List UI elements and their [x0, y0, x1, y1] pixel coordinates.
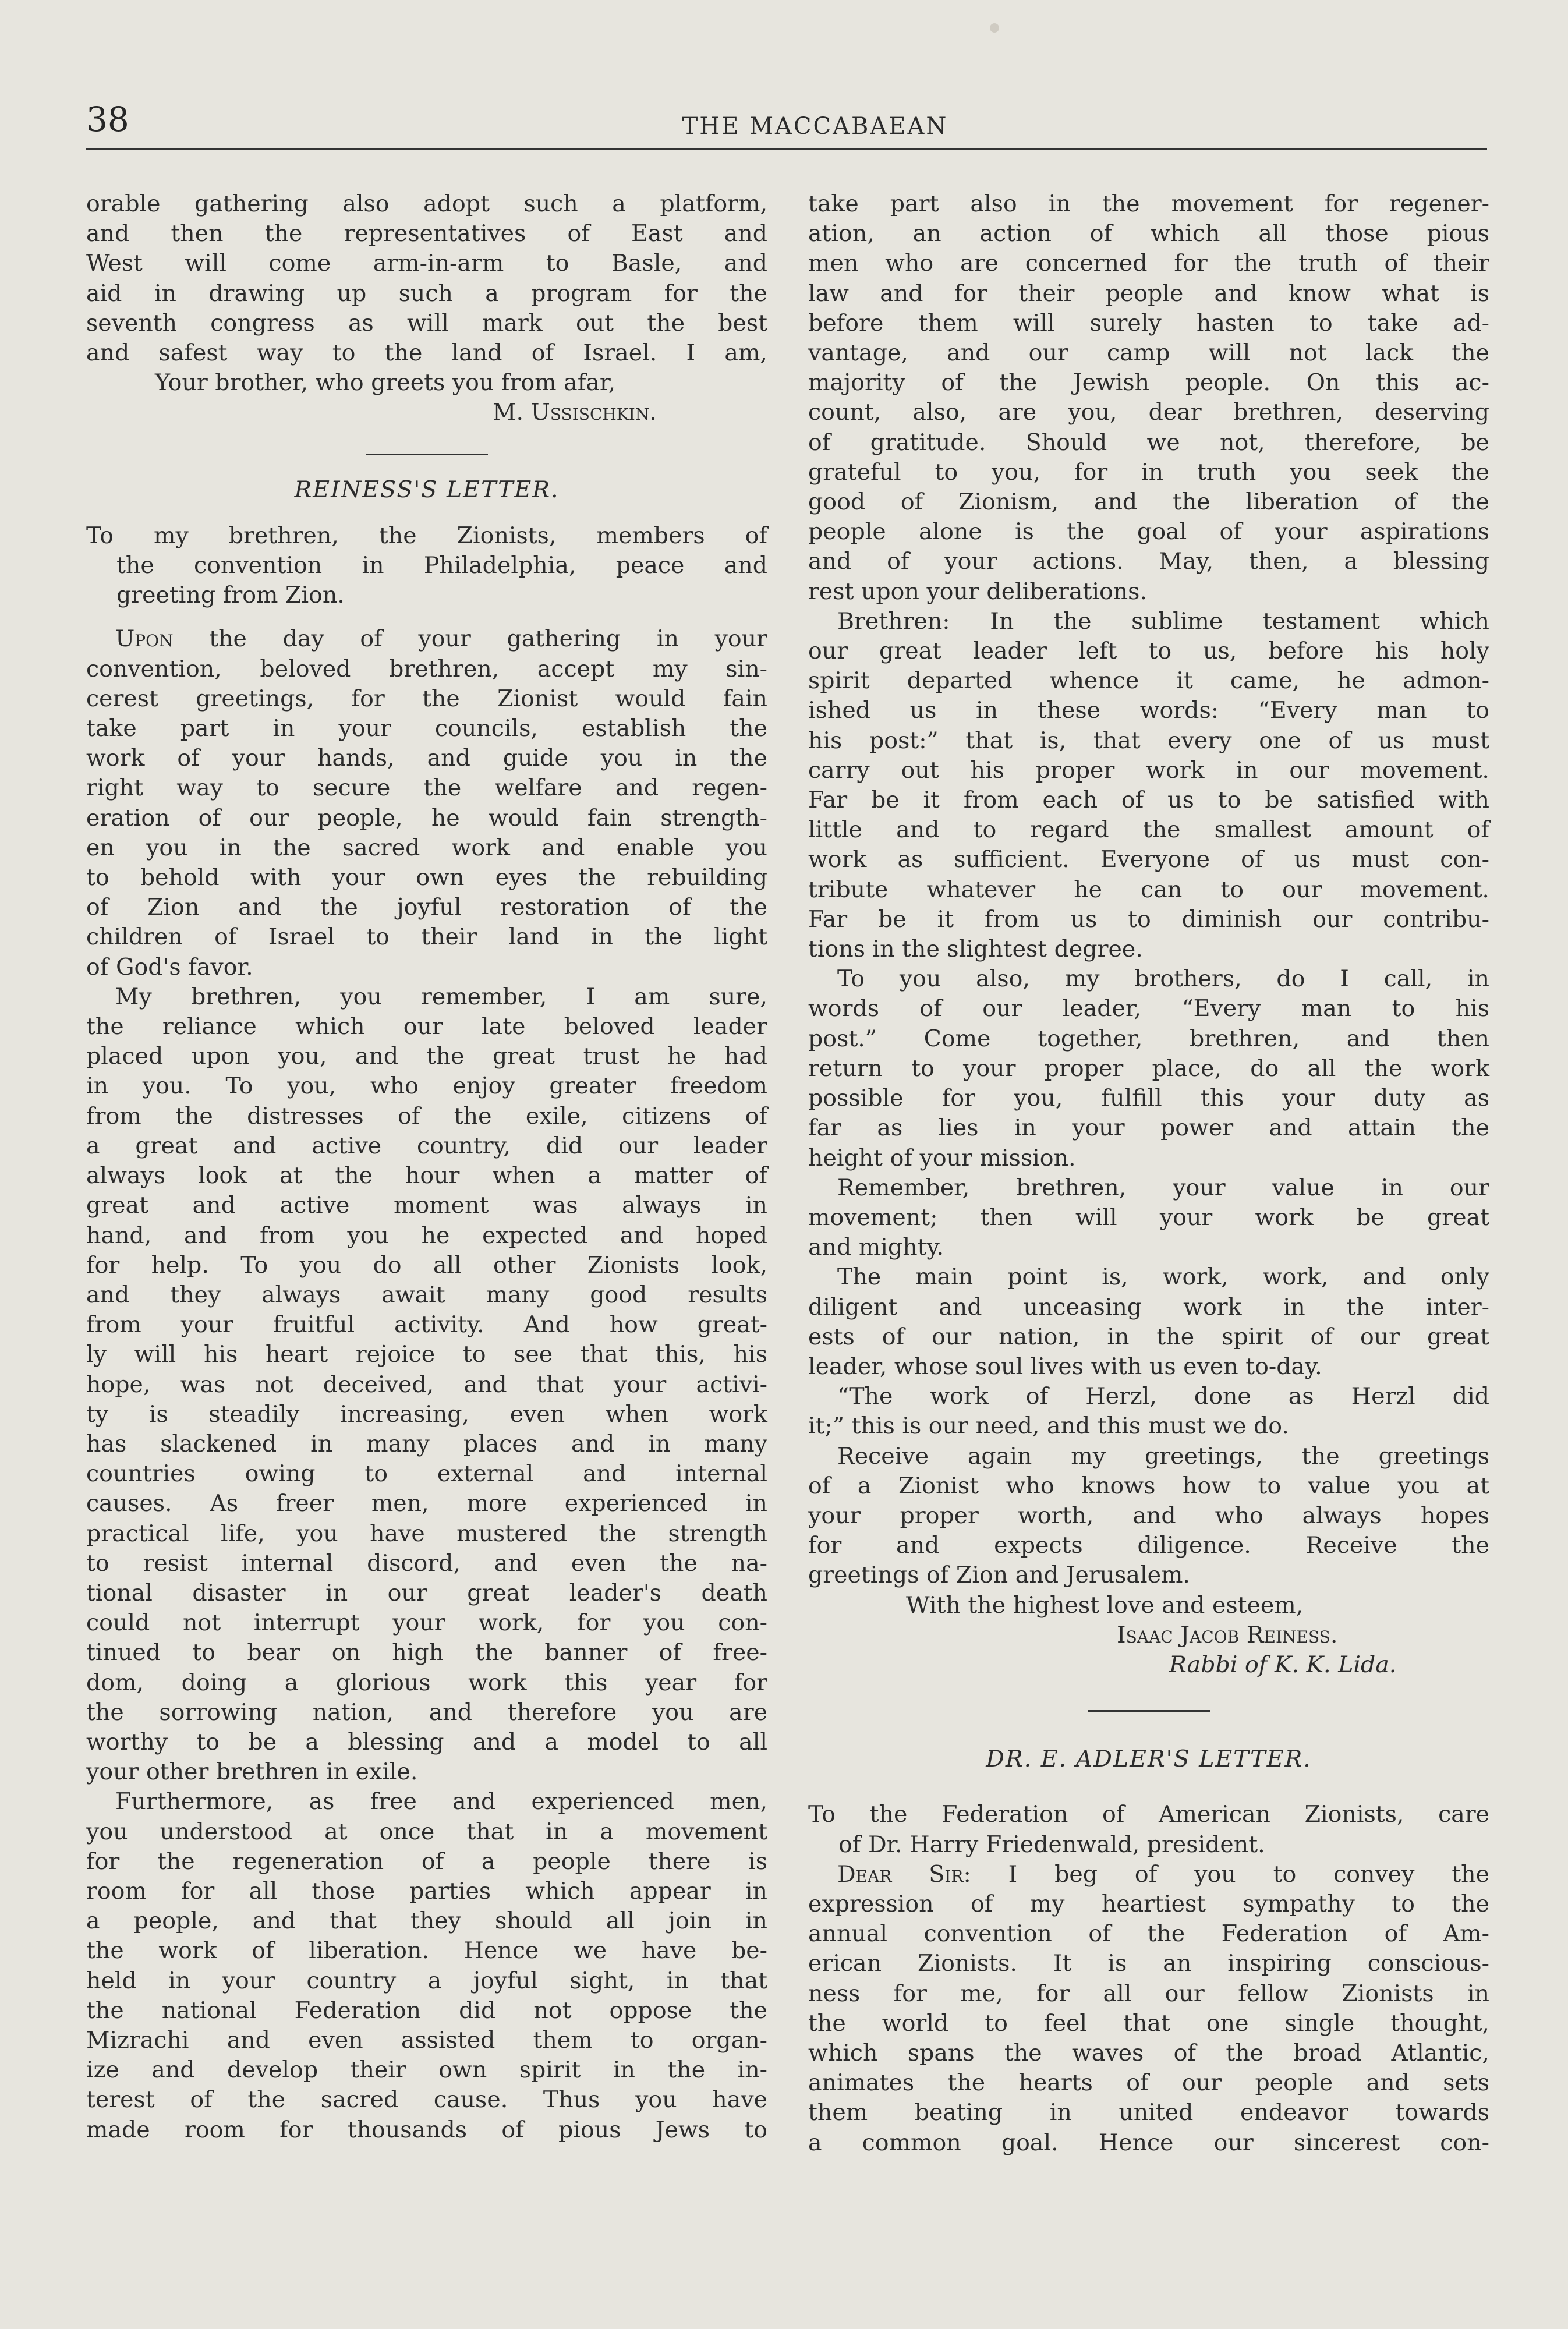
text-line: placed upon you, and the great trust he had — [86, 1043, 767, 1070]
text-line: post.” Come together, brethren, and then — [808, 1025, 1489, 1052]
text-line: men who are concerned for the truth of their — [808, 250, 1489, 277]
text-line: far as lies in your power and attain the — [808, 1114, 1489, 1142]
text-line: children of Israel to their land in the light — [86, 923, 767, 951]
reiness-paragraph-receive — [808, 1442, 1489, 1591]
text-line: Receive again my greetings, the greetings — [837, 1442, 1489, 1470]
text-line: take part in your councils, establish the — [86, 715, 767, 742]
text-line: practical life, you have mustered the strength — [86, 1520, 767, 1547]
reiness-paragraph-cont — [808, 189, 1489, 607]
text-line: Mizrachi and even assisted them to organ- — [86, 2026, 767, 2054]
right-column — [808, 189, 1489, 2158]
text-line: from the distresses of the exile, citizens of — [86, 1102, 767, 1130]
text-line: cerest greetings, for the Zionist would fain — [86, 685, 767, 712]
text-line: movement; then will your work be great — [808, 1204, 1489, 1231]
text-line: hand, and from you he expected and hoped — [86, 1222, 767, 1249]
text-line: Remember, brethren, your value in our — [837, 1174, 1489, 1201]
text-line: in you. To you, who enjoy greater freedom — [86, 1073, 767, 1100]
ussischkin-letter-ending — [86, 189, 767, 428]
text-line: hope, was not deceived, and that your activi- — [86, 1371, 767, 1398]
text-line: our great leader left to us, before his holy — [808, 638, 1489, 665]
text-line: greetings of Zion and Jerusalem. — [808, 1562, 1190, 1589]
reiness-letter-heading: REINESS'S LETTER. — [294, 476, 560, 503]
text-line: room for all those parties which appear in — [86, 1877, 767, 1905]
text-line: majority of the Jewish people. On this ac- — [808, 369, 1489, 397]
text-line: ests of our nation, in the spirit of our great — [808, 1323, 1489, 1350]
reiness-paragraph-brethren — [808, 607, 1489, 964]
text-line: countries owing to external and internal — [86, 1460, 767, 1488]
text-line: the national Federation did not oppose the — [86, 1997, 767, 2024]
text-line: seventh congress as will mark out the best — [86, 309, 767, 337]
text-line: leader, whose soul lives with us even to-day. — [808, 1353, 1322, 1380]
text-line: a great and active country, did our leader — [86, 1132, 767, 1159]
reiness-paragraph-1 — [86, 624, 767, 982]
text-line: My brethren, you remember, I am sure, — [115, 983, 767, 1010]
left-column — [86, 189, 767, 2145]
address-line: To my brethren, the Zionists, members of — [86, 522, 767, 549]
text-line: grateful to you, for in truth you seek the — [808, 458, 1489, 486]
reiness-signature — [808, 1620, 1489, 1650]
text-line: tribute whatever he can to our movement. — [808, 876, 1489, 903]
text-line: held in your country a joyful sight, in that — [86, 1967, 767, 1994]
reiness-paragraph-main-point — [808, 1262, 1489, 1382]
text-line: causes. As freer men, more experienced in — [86, 1490, 767, 1517]
text-line: and safest way to the land of Israel. I am, — [86, 339, 767, 367]
text-line: take part also in the movement for regener- — [808, 190, 1489, 217]
text-line: of God's favor. — [86, 953, 253, 981]
text-line: worthy to be a blessing and a model to all — [86, 1728, 767, 1755]
address-line: of Dr. Harry Friedenwald, president. — [838, 1831, 1265, 1858]
address-line: greeting from Zion. — [116, 582, 345, 609]
text-line: your other brethren in exile. — [86, 1758, 418, 1786]
text-line: en you in the sacred work and enable you — [86, 834, 767, 861]
text-line: To you also, my brothers, do I call, in — [837, 965, 1489, 993]
adler-address — [808, 1800, 1489, 1859]
reiness-paragraph-remember — [808, 1173, 1489, 1263]
text-line: eration of our people, he would fain strength- — [86, 804, 767, 831]
text-line: terest of the sacred cause. Thus you have — [86, 2086, 767, 2114]
text-line: for and expects diligence. Receive the — [808, 1532, 1489, 1559]
text-line: work of your hands, and guide you in the — [86, 745, 767, 772]
text-line — [808, 1860, 1489, 1889]
text-line: words of our leader, “Every man to his — [808, 995, 1489, 1022]
text-line: tinued to bear on high the banner of free- — [86, 1639, 767, 1666]
lead-word: Dear Sir: — [837, 1860, 971, 1888]
text-line: and then the representatives of East and — [86, 220, 767, 247]
text-line: return to your proper place, do all the work — [808, 1054, 1489, 1082]
text-line: and mighty. — [808, 1234, 944, 1261]
text-line: Far be it from us to diminish our contribu- — [808, 905, 1489, 933]
text-line: “The work of Herzl, done as Herzl did — [837, 1383, 1489, 1410]
text-line: count, also, are you, dear brethren, deserving — [808, 399, 1489, 426]
text-line: the sorrowing nation, and therefore you are — [86, 1698, 767, 1726]
text-line: ation, an action of which all those pious — [808, 220, 1489, 247]
text-line: orable gathering also adopt such a platform, — [86, 190, 767, 217]
text-line: them beating in united endeavor towards — [808, 2099, 1489, 2126]
text-line: work as sufficient. Everyone of us must con- — [808, 846, 1489, 873]
text-line: to behold with your own eyes the rebuilding — [86, 864, 767, 891]
text-line: for help. To you do all other Zionists look, — [86, 1251, 767, 1279]
text-line: height of your mission. — [808, 1144, 1076, 1171]
address-line: the convention in Philadelphia, peace and — [116, 552, 767, 579]
adler-letter-heading: DR. E. ADLER'S LETTER. — [986, 1746, 1312, 1773]
text-line: aid in drawing up such a program for the — [86, 279, 767, 307]
text-line: for the regeneration of a people there is — [86, 1847, 767, 1875]
text-line: the world to feel that one single thought, — [808, 2009, 1489, 2037]
text-line: of Zion and the joyful restoration of the — [86, 894, 767, 921]
ussischkin-signature — [86, 398, 767, 427]
text-line: from your fruitful activity. And how great- — [86, 1311, 767, 1339]
text-line: good of Zionism, and the liberation of the — [808, 489, 1489, 516]
text-line: ty is steadily increasing, even when work — [86, 1400, 767, 1428]
address-line: To the Federation of American Zionists, care — [808, 1801, 1489, 1828]
text-line: of a Zionist who knows how to value you at — [808, 1472, 1489, 1499]
text-line: The main point is, work, work, and only — [837, 1263, 1489, 1291]
lead-word: Upon — [115, 625, 174, 653]
text-line: vantage, and our camp will not lack the — [808, 339, 1489, 367]
text-line: a common goal. Hence our sincerest con- — [808, 2129, 1489, 2156]
reiness-paragraph-to-you — [808, 964, 1489, 1173]
page-number: 38 — [86, 100, 129, 139]
signature-name: M. Ussischkin. — [493, 399, 657, 426]
lead-rest: the day of your gathering in your — [173, 625, 767, 653]
page-speck — [990, 23, 999, 33]
text-line: ly will his heart rejoice to see that this, his — [86, 1341, 767, 1368]
lead-rest: I beg of you to convey the — [971, 1860, 1490, 1888]
header-rule — [86, 148, 1487, 150]
reiness-address — [86, 521, 767, 611]
text-line: law and for their people and know what is — [808, 279, 1489, 307]
text-line — [86, 624, 767, 654]
text-line: it;” this is our need, and this must we do. — [808, 1413, 1289, 1440]
adler-paragraph — [808, 1860, 1489, 2158]
text-line: could not interrupt your work, for you con- — [86, 1609, 767, 1637]
reiness-paragraph-herzl — [808, 1382, 1489, 1441]
text-line: Furthermore, as free and experienced men, — [115, 1788, 767, 1815]
text-line: tions in the slightest degree. — [808, 936, 1143, 963]
text-line: expression of my heartiest sympathy to the — [808, 1890, 1489, 1917]
text-line: possible for you, fulfill this your duty as — [808, 1085, 1489, 1112]
letter-closing: Your brother, who greets you from afar, — [155, 369, 616, 397]
text-line: made room for thousands of pious Jews to — [86, 2116, 767, 2143]
text-line: his post:” that is, that every one of us must — [808, 727, 1489, 754]
text-line: the reliance which our late beloved leader — [86, 1013, 767, 1040]
text-line: and of your actions. May, then, a blessing — [808, 548, 1489, 575]
text-line: has slackened in many places and in many — [86, 1430, 767, 1457]
reiness-closing: With the highest love and esteem, — [906, 1591, 1304, 1619]
text-line: convention, beloved brethren, accept my sin- — [86, 655, 767, 682]
text-line: which spans the waves of the broad Atlantic, — [808, 2039, 1489, 2066]
text-line: great and active moment was always in — [86, 1192, 767, 1219]
running-title: THE MACCABAEAN — [682, 113, 948, 140]
text-line: carry out his proper work in our movement. — [808, 756, 1489, 784]
reiness-title: Rabbi of K. K. Lida. — [1169, 1651, 1397, 1678]
reiness-paragraph-3 — [86, 1787, 767, 2144]
text-line: ness for me, for all our fellow Zionists in — [808, 1980, 1489, 2007]
text-line: before them will surely hasten to take ad- — [808, 309, 1489, 337]
reiness-paragraph-2 — [86, 982, 767, 1787]
text-line: and they always await many good results — [86, 1281, 767, 1308]
text-line: spirit departed whence it came, he admon- — [808, 667, 1489, 695]
text-line: right way to secure the welfare and regen- — [86, 774, 767, 802]
text-line: Far be it from each of us to be satisfied with — [808, 787, 1489, 814]
text-line: always look at the hour when a matter of — [86, 1162, 767, 1190]
signature-name: Isaac Jacob Reiness. — [1117, 1621, 1338, 1648]
text-line: dom, doing a glorious work this year for — [86, 1669, 767, 1696]
text-line: your proper worth, and who always hopes — [808, 1502, 1489, 1529]
text-line: the work of liberation. Hence we have be- — [86, 1937, 767, 1965]
text-line: West will come arm-in-arm to Basle, and — [86, 250, 767, 277]
text-line: a people, and that they should all join in — [86, 1907, 767, 1935]
text-line: you understood at once that in a movement — [86, 1818, 767, 1845]
text-line: people alone is the goal of your aspirations — [808, 518, 1489, 546]
text-line: Brethren: In the sublime testament which — [837, 607, 1489, 635]
text-line: annual convention of the Federation of Am- — [808, 1920, 1489, 1948]
text-line: rest upon your deliberations. — [808, 578, 1148, 605]
text-line: little and to regard the smallest amount of — [808, 816, 1489, 844]
text-line: animates the hearts of our people and sets — [808, 2069, 1489, 2097]
text-line: to resist internal discord, and even the na- — [86, 1549, 767, 1577]
text-line: ize and develop their own spirit in the in- — [86, 2057, 767, 2084]
text-line: erican Zionists. It is an inspiring conscious- — [808, 1950, 1489, 1977]
text-line: ished us in these words: “Every man to — [808, 697, 1489, 724]
text-line: tional disaster in our great leader's death — [86, 1579, 767, 1606]
text-line: of gratitude. Should we not, therefore, be — [808, 429, 1489, 456]
text-line: diligent and unceasing work in the inter- — [808, 1293, 1489, 1321]
